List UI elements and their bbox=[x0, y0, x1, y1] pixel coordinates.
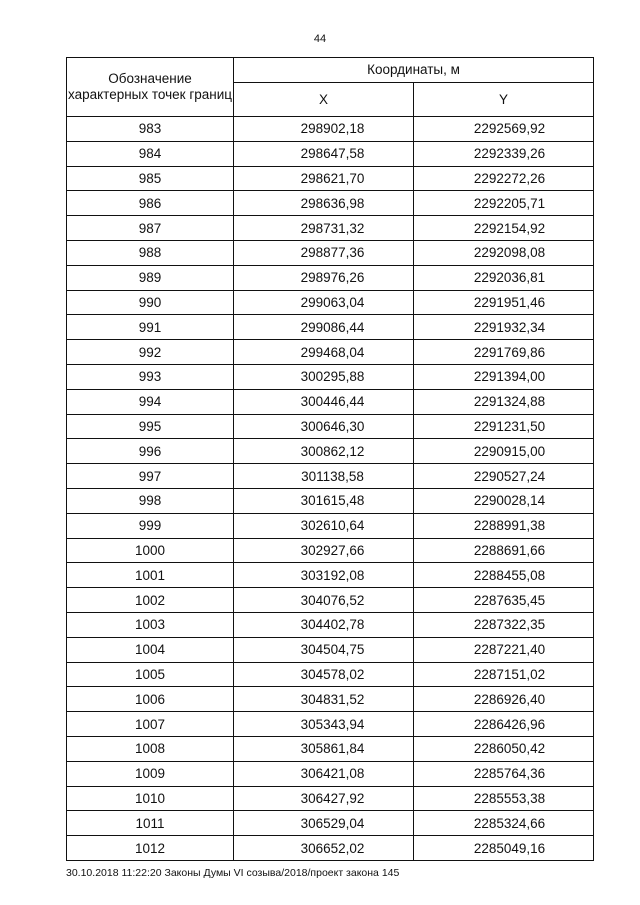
header-point-designation: Обозначение характерных точек границ bbox=[67, 58, 234, 117]
y-coordinate-cell: 2290527,24 bbox=[414, 464, 594, 489]
y-coordinate-cell: 2286426,96 bbox=[414, 712, 594, 737]
y-coordinate-cell: 2292154,92 bbox=[414, 216, 594, 241]
point-cell: 987 bbox=[67, 216, 234, 241]
y-coordinate-cell: 2290915,00 bbox=[414, 439, 594, 464]
point-cell: 995 bbox=[67, 414, 234, 439]
point-cell: 994 bbox=[67, 389, 234, 414]
point-cell: 983 bbox=[67, 117, 234, 142]
y-coordinate-cell: 2287322,35 bbox=[414, 612, 594, 637]
coordinates-table bbox=[66, 57, 594, 861]
table-row bbox=[67, 786, 594, 811]
y-coordinate-cell: 2287221,40 bbox=[414, 637, 594, 662]
y-coordinate-cell: 2288991,38 bbox=[414, 513, 594, 538]
x-coordinate-cell: 300646,30 bbox=[234, 414, 414, 439]
x-coordinate-cell: 298902,18 bbox=[234, 117, 414, 142]
point-cell: 1005 bbox=[67, 662, 234, 687]
x-coordinate-cell: 304504,75 bbox=[234, 637, 414, 662]
header-y: Y bbox=[414, 83, 594, 117]
x-coordinate-cell: 300446,44 bbox=[234, 389, 414, 414]
point-cell: 986 bbox=[67, 191, 234, 216]
table-row bbox=[67, 761, 594, 786]
y-coordinate-cell: 2292569,92 bbox=[414, 117, 594, 142]
table-row bbox=[67, 712, 594, 737]
point-cell: 992 bbox=[67, 340, 234, 365]
y-coordinate-cell: 2292272,26 bbox=[414, 166, 594, 191]
point-cell: 1004 bbox=[67, 637, 234, 662]
point-cell: 1012 bbox=[67, 836, 234, 861]
x-coordinate-cell: 304578,02 bbox=[234, 662, 414, 687]
page-number: 44 bbox=[313, 33, 327, 45]
x-coordinate-cell: 302927,66 bbox=[234, 538, 414, 563]
x-coordinate-cell: 298636,98 bbox=[234, 191, 414, 216]
table-row bbox=[67, 191, 594, 216]
point-cell: 985 bbox=[67, 166, 234, 191]
x-coordinate-cell: 306529,04 bbox=[234, 811, 414, 836]
point-cell: 998 bbox=[67, 488, 234, 513]
table-body bbox=[67, 117, 594, 861]
x-coordinate-cell: 299086,44 bbox=[234, 315, 414, 340]
y-coordinate-cell: 2292339,26 bbox=[414, 141, 594, 166]
x-coordinate-cell: 301615,48 bbox=[234, 488, 414, 513]
y-coordinate-cell: 2291394,00 bbox=[414, 364, 594, 389]
x-coordinate-cell: 298877,36 bbox=[234, 240, 414, 265]
x-coordinate-cell: 301138,58 bbox=[234, 464, 414, 489]
point-cell: 1001 bbox=[67, 563, 234, 588]
y-coordinate-cell: 2292205,71 bbox=[414, 191, 594, 216]
table-row bbox=[67, 464, 594, 489]
point-cell: 1009 bbox=[67, 761, 234, 786]
y-coordinate-cell: 2287635,45 bbox=[414, 588, 594, 613]
point-cell: 991 bbox=[67, 315, 234, 340]
table-row bbox=[67, 439, 594, 464]
x-coordinate-cell: 298647,58 bbox=[234, 141, 414, 166]
table-row bbox=[67, 811, 594, 836]
y-coordinate-cell: 2285553,38 bbox=[414, 786, 594, 811]
y-coordinate-cell: 2291324,88 bbox=[414, 389, 594, 414]
table-row bbox=[67, 513, 594, 538]
x-coordinate-cell: 303192,08 bbox=[234, 563, 414, 588]
y-coordinate-cell: 2291231,50 bbox=[414, 414, 594, 439]
point-cell: 990 bbox=[67, 290, 234, 315]
table-row bbox=[67, 364, 594, 389]
x-coordinate-cell: 299063,04 bbox=[234, 290, 414, 315]
y-coordinate-cell: 2291951,46 bbox=[414, 290, 594, 315]
point-cell: 1000 bbox=[67, 538, 234, 563]
y-coordinate-cell: 2285324,66 bbox=[414, 811, 594, 836]
y-coordinate-cell: 2286050,42 bbox=[414, 736, 594, 761]
x-coordinate-cell: 306421,08 bbox=[234, 761, 414, 786]
x-coordinate-cell: 298976,26 bbox=[234, 265, 414, 290]
table-row bbox=[67, 290, 594, 315]
x-coordinate-cell: 304076,52 bbox=[234, 588, 414, 613]
table-row bbox=[67, 141, 594, 166]
y-coordinate-cell: 2287151,02 bbox=[414, 662, 594, 687]
point-cell: 1007 bbox=[67, 712, 234, 737]
table-row bbox=[67, 240, 594, 265]
point-cell: 988 bbox=[67, 240, 234, 265]
x-coordinate-cell: 306652,02 bbox=[234, 836, 414, 861]
y-coordinate-cell: 2292036,81 bbox=[414, 265, 594, 290]
table-row bbox=[67, 637, 594, 662]
x-coordinate-cell: 300862,12 bbox=[234, 439, 414, 464]
x-coordinate-cell: 298621,70 bbox=[234, 166, 414, 191]
x-coordinate-cell: 298731,32 bbox=[234, 216, 414, 241]
point-cell: 996 bbox=[67, 439, 234, 464]
point-cell: 1003 bbox=[67, 612, 234, 637]
table-header bbox=[67, 58, 594, 117]
table-row bbox=[67, 488, 594, 513]
point-cell: 1011 bbox=[67, 811, 234, 836]
table-row bbox=[67, 340, 594, 365]
x-coordinate-cell: 305861,84 bbox=[234, 736, 414, 761]
table-row bbox=[67, 117, 594, 142]
y-coordinate-cell: 2291932,34 bbox=[414, 315, 594, 340]
x-coordinate-cell: 306427,92 bbox=[234, 786, 414, 811]
point-cell: 1002 bbox=[67, 588, 234, 613]
x-coordinate-cell: 305343,94 bbox=[234, 712, 414, 737]
table-row bbox=[67, 662, 594, 687]
table-row bbox=[67, 265, 594, 290]
x-coordinate-cell: 304831,52 bbox=[234, 687, 414, 712]
table-row bbox=[67, 687, 594, 712]
y-coordinate-cell: 2288455,08 bbox=[414, 563, 594, 588]
table-row bbox=[67, 563, 594, 588]
x-coordinate-cell: 299468,04 bbox=[234, 340, 414, 365]
table-row bbox=[67, 166, 594, 191]
point-cell: 1006 bbox=[67, 687, 234, 712]
y-coordinate-cell: 2292098,08 bbox=[414, 240, 594, 265]
y-coordinate-cell: 2285764,36 bbox=[414, 761, 594, 786]
y-coordinate-cell: 2286926,40 bbox=[414, 687, 594, 712]
point-cell: 989 bbox=[67, 265, 234, 290]
point-cell: 993 bbox=[67, 364, 234, 389]
table-row bbox=[67, 414, 594, 439]
point-cell: 1008 bbox=[67, 736, 234, 761]
table-row bbox=[67, 736, 594, 761]
x-coordinate-cell: 300295,88 bbox=[234, 364, 414, 389]
y-coordinate-cell: 2291769,86 bbox=[414, 340, 594, 365]
header-coordinates: Координаты, м bbox=[234, 58, 594, 83]
y-coordinate-cell: 2285049,16 bbox=[414, 836, 594, 861]
point-cell: 984 bbox=[67, 141, 234, 166]
table-row bbox=[67, 836, 594, 861]
point-cell: 999 bbox=[67, 513, 234, 538]
y-coordinate-cell: 2288691,66 bbox=[414, 538, 594, 563]
table-row bbox=[67, 538, 594, 563]
table-row bbox=[67, 588, 594, 613]
header-x: X bbox=[234, 83, 414, 117]
table-row bbox=[67, 612, 594, 637]
table-row bbox=[67, 216, 594, 241]
table-row bbox=[67, 389, 594, 414]
y-coordinate-cell: 2290028,14 bbox=[414, 488, 594, 513]
point-cell: 1010 bbox=[67, 786, 234, 811]
x-coordinate-cell: 302610,64 bbox=[234, 513, 414, 538]
footer-note: 30.10.2018 11:22:20 Законы Думы VI созыва/2018/проект закона 145 bbox=[66, 867, 400, 879]
table-row bbox=[67, 315, 594, 340]
point-cell: 997 bbox=[67, 464, 234, 489]
x-coordinate-cell: 304402,78 bbox=[234, 612, 414, 637]
